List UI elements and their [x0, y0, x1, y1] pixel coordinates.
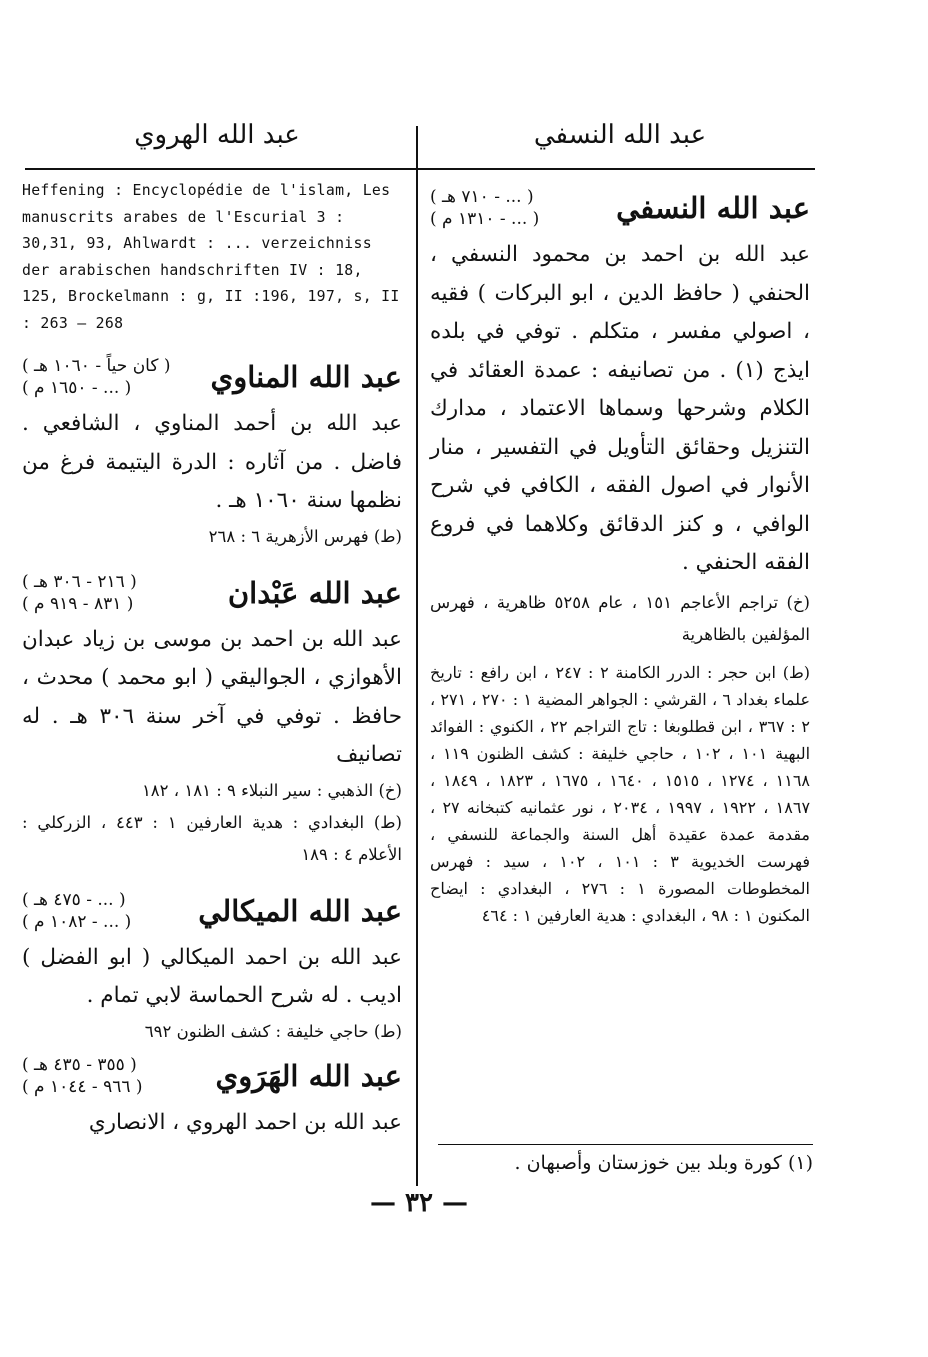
date-gregorian: ( ... - ١٣١٠ م ) [430, 209, 540, 229]
date-hijri: ( ... - ٤٧٥ هـ ) [22, 889, 126, 910]
running-header-right: عبد الله النسفي [533, 120, 707, 150]
entry-heading-abdan [22, 571, 402, 615]
column-divider [416, 126, 418, 1186]
date-gregorian: ( ٨٣١ - ٩١٩ م ) [22, 593, 134, 614]
entry-heading-mikali [22, 889, 402, 933]
date-gregorian: ( ٩٦٦ - ١٠٤٤ م ) [22, 1076, 143, 1097]
left-column [22, 180, 402, 1142]
footnote: (١) كورة وبلد بين خوزستان وأصبهان . [514, 1152, 813, 1174]
entry-dates [22, 571, 137, 615]
printed-references: (ط) حاجي خليفة : كشف الظنون ٦٩٢ [144, 1021, 402, 1041]
date-hijri: ( ... - ٧١٠ هـ ) [430, 187, 534, 207]
page-number: — ٣٢ — [369, 1188, 469, 1218]
entry-heading-harawi [22, 1054, 402, 1098]
entry-dates [22, 889, 131, 933]
header-rule [25, 168, 815, 170]
date-gregorian: ( ... - ١٦٥٠ م ) [22, 378, 132, 398]
date-gregorian: ( ... - ١٠٨٢ م ) [22, 911, 132, 932]
entry-body: عبد الله بن احمد الهروي ، الانصاري [88, 1109, 402, 1135]
entry-heading-manawi [22, 355, 402, 399]
entry-body: عبد الله بن احمد بن محمود النسفي ، الحنفي ( حافظ الدين ، ابو البركات ) فقيه ، اصولي مفسر ، متكلم . توفي في بلده ايذج (١) . من تصانيفه : عمدة العقائد في الكلام وشرحها وسماها الاعتماد ، مدارك التنزيل وحقائق التأويل في التفسير ، منار الأنوار في اصول الفقه ، الكافي في شرح الوافي ، و كنز الدقائق وكلاهما في فروع الفقه الحنفي . [430, 242, 810, 575]
entry-heading-nasafi [430, 186, 810, 230]
entry-body: عبد الله بن أحمد المناوي ، الشافعي . فاضل . من آثاره : الدرة اليتيمة فرغ من نظمها سنة ١٠٦٠ هـ . [22, 411, 402, 513]
entry-body: عبد الله بن احمد بن موسى بن زياد عبدان الأهوازي ، الجواليقي ( ابو محمد ) محدث ، حافظ . توفي في آخر سنة ٣٠٦ هـ . له تصانيف [22, 626, 402, 767]
right-column [430, 180, 810, 929]
entry-dates [22, 355, 171, 399]
manuscript-references: (خ) تراجم الأعاجم ١٥١ ، عام ٥٢٥٨ ظاهرية ، فهرس المؤلفين بالظاهرية [430, 592, 810, 644]
printed-references: (ط) البغدادي : هدية العارفين ١ : ٤٤٣ ، الزركلي : الأعلام ٤ : ١٨٩ [22, 812, 402, 864]
printed-references: (ط) فهرس الأزهرية ٦ : ٢٦٨ [208, 526, 402, 546]
date-hijri: ( ٢١٦ - ٣٠٦ هـ ) [22, 571, 137, 592]
entry-name: عبد الله عَبْدان [227, 575, 402, 610]
manuscript-references: (خ) الذهبي : سير النبلاء ٩ : ١٨١ ، ١٨٢ [141, 780, 402, 800]
entry-name: عبد الله الهَرَوي [215, 1058, 402, 1093]
footnote-rule [438, 1144, 813, 1145]
printed-references: (ط) ابن حجر : الدرر الكامنة ٢ : ٢٤٧ ، ابن رافع : تاريخ علماء بغداد ٦ ، القرشي : الجواهر المضية ١ : ٢٧٠ ، ٢٧١ ، ٢ : ٣٦٧ ، ابن قطلوبغا : تاج التراجم ٢٢ ، الكنوي : الفوائد البهية ١٠١ ، ١٠٢ ، حاجي خليفة : كشف الظنون ١١٩ ، ١١٦٨ ، ١٢٧٤ ، ١٥١٥ ، ١٦٤٠ ، ١٦٧٥ ، ١٨٢٣ ، ١٨٤٩ ، ١٨٦٧ ، ١٩٢٢ ، ١٩٩٧ ، ٢٠٣٤ ، نور عثمانيه كتبخانه ٢٧ ، مقدمة عمدة عقيدة أهل السنة والجماعة للنسفي ، فهرست الخديوية ٣ : ١٠١ ، ١٠٢ ، سيد : فهرس المخطوطات المصورة ١ : ٢٧٦ ، البغدادي : ايضاح المكنون ١ : ٩٨ ، البغدادي : هدية العارفين ١ : ٤٦٤ [430, 662, 811, 925]
running-header-left: عبد الله الهروي [134, 120, 300, 150]
entry-dates [22, 1054, 143, 1098]
entry-name: عبد الله النسفي [616, 191, 810, 225]
entry-body: عبد الله بن احمد الميكالي ( ابو الفضل ) اديب . له شرح الحماسة لابي تمام . [22, 944, 402, 1008]
date-hijri: ( كان حياً - ١٠٦٠ هـ ) [22, 356, 171, 376]
entry-dates [430, 186, 539, 230]
date-hijri: ( ٣٥٥ - ٤٣٥ هـ ) [22, 1054, 137, 1075]
entry-name: عبد الله المناوي [210, 360, 402, 394]
latin-references: Heffening : Encyclopédie de l'islam, Les manuscrits arabes de l'Escurial 3 : 30,31, 93, Ahlwardt : ... verzeichniss der arabischen handschriften IV : 18, 125, Brockelmann : g, II :196, 197, s, II : 263 — 268 [22, 182, 400, 332]
entry-name: عبد الله الميكالي [198, 893, 402, 928]
